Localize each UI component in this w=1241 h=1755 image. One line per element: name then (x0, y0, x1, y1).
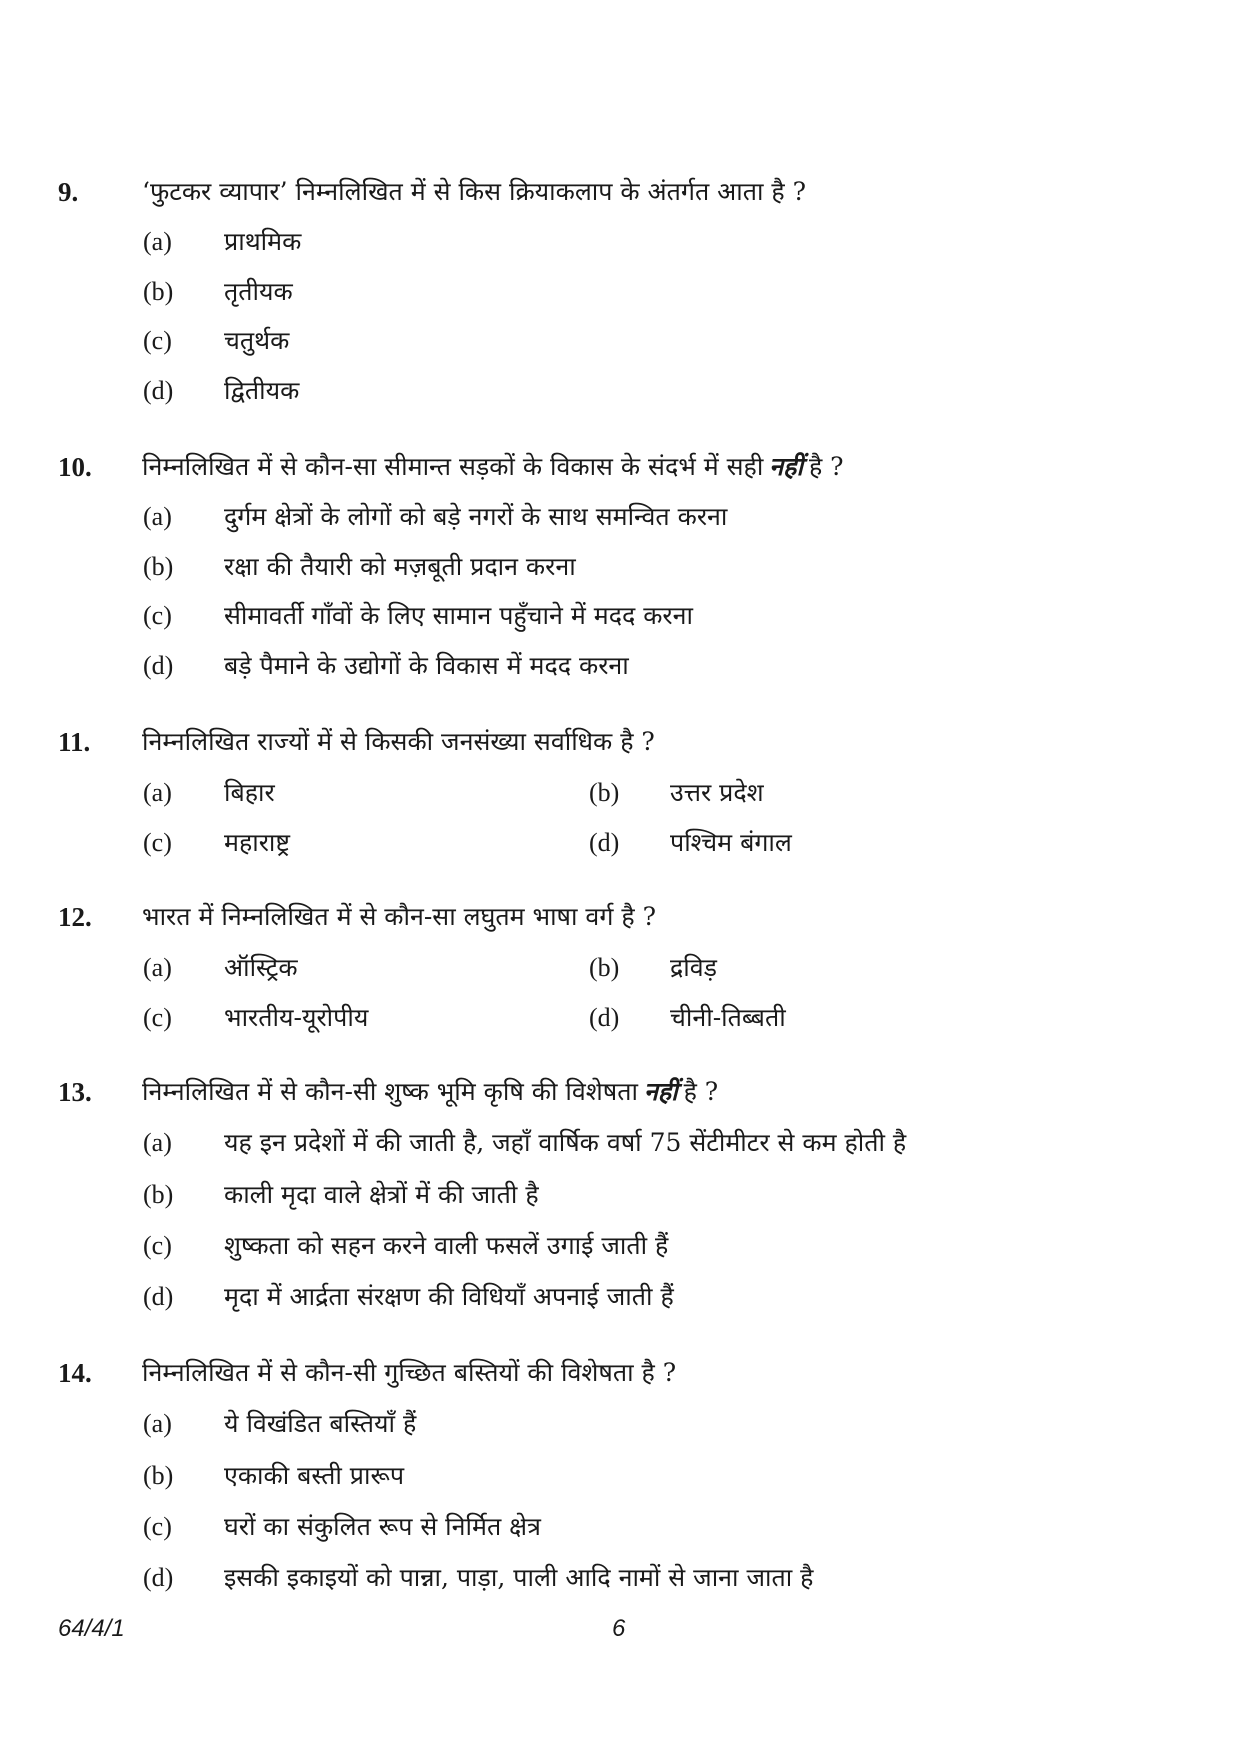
option-label: (b) (143, 552, 174, 581)
option-text: घरों का संकुलित रूप से निर्मित क्षेत्र (224, 1512, 541, 1541)
negation-emphasis: नहीं (769, 452, 803, 481)
option-label: (b) (589, 778, 620, 807)
option-text: द्वितीयक (224, 376, 300, 405)
question-text: ‘फुटकर व्यापार’ निम्नलिखित में से किस क्रियाकलाप के अंतर्गत आता है ? (142, 177, 807, 206)
option-label: (a) (143, 778, 172, 807)
option-label: (d) (143, 1563, 174, 1592)
option-label: (c) (143, 1231, 172, 1260)
option-text: ये विखंडित बस्तियाँ हैं (224, 1409, 417, 1438)
option-text: ऑस्ट्रिक (224, 953, 298, 982)
question-text-end: है ? (808, 452, 844, 481)
option-label: (a) (143, 953, 172, 982)
option-text: सीमावर्ती गाँवों के लिए सामान पहुँचाने में मदद करना (224, 601, 693, 630)
paper-code: 64/4/1 (58, 1615, 125, 1642)
question-number: 14. (58, 1358, 92, 1388)
question-number: 11. (58, 727, 91, 757)
option-label: (d) (143, 376, 174, 405)
option-text: महाराष्ट्र (224, 828, 291, 857)
option-label: (a) (143, 502, 172, 531)
option-text: भारतीय-यूरोपीय (224, 1003, 369, 1032)
option-label: (c) (143, 1512, 172, 1541)
option-label: (c) (143, 1003, 172, 1032)
option-label: (d) (589, 828, 620, 857)
option-text: शुष्कता को सहन करने वाली फसलें उगाई जाती हैं (224, 1231, 669, 1260)
option-label: (d) (143, 651, 174, 680)
option-text: इसकी इकाइयों को पान्ना, पाड़ा, पाली आदि नामों से जाना जाता है (224, 1563, 814, 1592)
option-text: मृदा में आर्द्रता संरक्षण की विधियाँ अपनाई जाती हैं (224, 1282, 674, 1311)
option-label: (a) (143, 227, 172, 256)
option-text: एकाकी बस्ती प्रारूप (224, 1461, 405, 1490)
question-text: निम्नलिखित राज्यों में से किसकी जनसंख्या सर्वाधिक है ? (142, 727, 655, 756)
option-text: चतुर्थक (224, 326, 290, 355)
option-text: तृतीयक (224, 277, 293, 306)
option-text: दुर्गम क्षेत्रों के लोगों को बड़े नगरों के साथ समन्वित करना (224, 502, 728, 531)
option-label: (a) (143, 1409, 172, 1438)
option-text: बिहार (224, 778, 275, 807)
question-number: 10. (58, 452, 92, 482)
option-text: पश्चिम बंगाल (670, 828, 792, 857)
option-label: (a) (143, 1128, 172, 1157)
option-label: (b) (143, 1180, 174, 1209)
question-number: 9. (58, 177, 79, 207)
option-label: (d) (589, 1003, 620, 1032)
option-text: बड़े पैमाने के उद्योगों के विकास में मदद करना (224, 651, 629, 680)
option-text: उत्तर प्रदेश (670, 778, 764, 807)
question-number: 12. (58, 902, 92, 932)
option-label: (b) (143, 277, 174, 306)
option-text: द्रविड़ (670, 953, 718, 982)
negation-emphasis: नहीं (643, 1077, 678, 1106)
question-text (142, 1074, 718, 1110)
option-label: (b) (143, 1461, 174, 1490)
option-label: (c) (143, 326, 172, 355)
option-label: (d) (143, 1282, 174, 1311)
option-label: (c) (143, 601, 172, 630)
option-text: काली मृदा वाले क्षेत्रों में की जाती है (224, 1180, 539, 1209)
question-text: भारत में निम्नलिखित में से कौन-सा लघुतम भाषा वर्ग है ? (142, 902, 656, 931)
question-text-end: है ? (683, 1077, 719, 1106)
question-text-start: निम्नलिखित में से कौन-सी शुष्क भूमि कृषि की विशेषता (142, 1077, 638, 1106)
question-text: निम्नलिखित में से कौन-सी गुच्छित बस्तियों की विशेषता है ? (142, 1358, 677, 1387)
option-text: चीनी-तिब्बती (670, 1003, 786, 1032)
question-text (142, 449, 844, 485)
question-number: 13. (58, 1077, 92, 1107)
option-text: रक्षा की तैयारी को मज़बूती प्रदान करना (224, 552, 576, 581)
page-number: 6 (612, 1615, 626, 1642)
option-label: (c) (143, 828, 172, 857)
option-text: यह इन प्रदेशों में की जाती है, जहाँ वार्षिक वर्षा 75 सेंटीमीटर से कम होती है (224, 1128, 907, 1157)
option-text: प्राथमिक (224, 227, 302, 256)
question-text-start: निम्नलिखित में से कौन-सा सीमान्त सड़कों के विकास के संदर्भ में सही (142, 452, 764, 481)
option-label: (b) (589, 953, 620, 982)
